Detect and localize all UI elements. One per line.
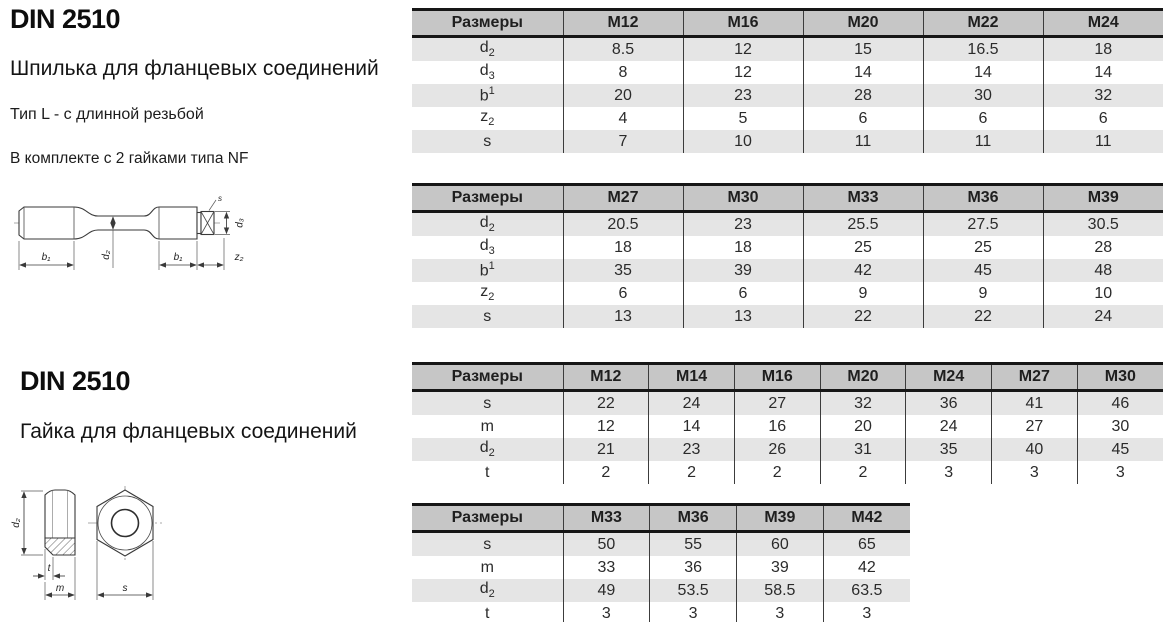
table-row <box>412 212 1163 237</box>
cell-value: 8.5 <box>563 37 683 62</box>
cell-value: 22 <box>923 305 1043 328</box>
cell-value: 9 <box>923 282 1043 305</box>
col-header-m42: M42 <box>823 505 910 532</box>
cell-value: 55 <box>650 532 737 557</box>
cell-value: 3 <box>563 602 650 622</box>
col-header-m12: M12 <box>563 364 649 391</box>
nut-m-label: m <box>55 583 65 594</box>
cell-value: 25 <box>923 236 1043 259</box>
cell-value: 18 <box>1043 37 1163 62</box>
stud-d2-label: d₂ <box>101 250 112 260</box>
cell-value: 40 <box>992 438 1078 461</box>
cell-value: 63.5 <box>823 579 910 602</box>
col-header-m30: M30 <box>683 185 803 212</box>
cell-value: 20.5 <box>563 212 683 237</box>
cell-value: 27 <box>992 415 1078 438</box>
cell-value: 46 <box>1077 391 1163 416</box>
cell-value: 58.5 <box>737 579 824 602</box>
cell-value: 36 <box>906 391 992 416</box>
stud-dimensions-table-2 <box>412 183 1163 328</box>
table-row <box>412 259 1163 282</box>
cell-value: 6 <box>1043 107 1163 130</box>
table-row <box>412 130 1163 153</box>
row-label: s <box>412 391 563 416</box>
col-header-sizes: Размеры <box>412 364 563 391</box>
nut-sizes-m12-m30 <box>412 362 1163 484</box>
table-row <box>412 415 1163 438</box>
table-row <box>412 579 910 602</box>
cell-value: 10 <box>683 130 803 153</box>
nut-dimensions-table-1 <box>412 362 1163 484</box>
cell-value: 50 <box>563 532 650 557</box>
cell-value: 15 <box>803 37 923 62</box>
col-header-m20: M20 <box>803 10 923 37</box>
table-header-row <box>412 505 910 532</box>
cell-value: 32 <box>1043 84 1163 107</box>
cell-value: 33 <box>563 556 650 579</box>
cell-value: 22 <box>803 305 923 328</box>
col-header-sizes: Размеры <box>412 505 563 532</box>
table-header-row <box>412 10 1163 37</box>
stud-technical-drawing <box>12 190 247 286</box>
cell-value: 11 <box>803 130 923 153</box>
cell-value: 30 <box>1077 415 1163 438</box>
cell-value: 3 <box>823 602 910 622</box>
table-row <box>412 84 1163 107</box>
cell-value: 9 <box>803 282 923 305</box>
cell-value: 3 <box>906 461 992 484</box>
row-label: $b^1$ <box>412 84 563 107</box>
cell-value: 45 <box>923 259 1043 282</box>
table-header-row <box>412 364 1163 391</box>
cell-value: 6 <box>683 282 803 305</box>
table-row <box>412 391 1163 416</box>
stud-s-label: s <box>218 194 222 203</box>
cell-value: 10 <box>1043 282 1163 305</box>
cell-value: 14 <box>1043 61 1163 84</box>
cell-value: 12 <box>563 415 649 438</box>
table-row <box>412 61 1163 84</box>
cell-value: 42 <box>823 556 910 579</box>
col-header-m39: M39 <box>737 505 824 532</box>
stud-section-subtitle: Шпилька для фланцевых соединений <box>10 57 379 80</box>
table-row <box>412 236 1163 259</box>
stud-z2-label: z₂ <box>234 252 244 263</box>
stud-sizes-m27-m39 <box>412 183 1163 328</box>
cell-value: 41 <box>992 391 1078 416</box>
col-header-m30: M30 <box>1077 364 1163 391</box>
cell-value: 7 <box>563 130 683 153</box>
cell-value: 18 <box>563 236 683 259</box>
cell-value: 14 <box>649 415 735 438</box>
row-label: t <box>485 463 490 481</box>
cell-value: 11 <box>1043 130 1163 153</box>
cell-value: 23 <box>683 84 803 107</box>
col-header-m27: M27 <box>992 364 1078 391</box>
nut-side-view-body <box>45 490 75 538</box>
nut-bore-circle <box>112 510 139 537</box>
cell-value: 35 <box>563 259 683 282</box>
stud-d3-label: d₃ <box>234 218 246 228</box>
col-header-m24: M24 <box>1043 10 1163 37</box>
cell-value: 53.5 <box>650 579 737 602</box>
cell-value: 28 <box>803 84 923 107</box>
col-header-m14: M14 <box>649 364 735 391</box>
cell-value: 3 <box>650 602 737 622</box>
cell-value: 6 <box>563 282 683 305</box>
cell-value: 20 <box>563 84 683 107</box>
cell-value: 2 <box>734 461 820 484</box>
cell-value: 21 <box>563 438 649 461</box>
row-label: $z_2$ <box>480 283 495 304</box>
nut-section-title: DIN 2510 <box>20 366 131 396</box>
cell-value: 20 <box>820 415 906 438</box>
cell-value: 27 <box>734 391 820 416</box>
cell-value: 14 <box>923 61 1043 84</box>
table-row <box>412 532 910 557</box>
cell-value: 65 <box>823 532 910 557</box>
cell-value: 22 <box>563 391 649 416</box>
row-label: s <box>412 130 563 153</box>
table-row <box>412 461 1163 484</box>
cell-value: 25 <box>803 236 923 259</box>
cell-value: 30.5 <box>1043 212 1163 237</box>
row-label: $b^1$ <box>412 259 563 282</box>
cell-value: 30 <box>923 84 1043 107</box>
col-header-m36: M36 <box>650 505 737 532</box>
cell-value: 5 <box>683 107 803 130</box>
cell-value: 36 <box>650 556 737 579</box>
table-row <box>412 37 1163 62</box>
col-header-m27: M27 <box>563 185 683 212</box>
cell-value: 4 <box>563 107 683 130</box>
nut-t-label: t <box>47 563 51 574</box>
row-label: $d_3$ <box>479 237 495 258</box>
row-label: m <box>480 417 494 435</box>
cell-value: 13 <box>683 305 803 328</box>
cell-value: 2 <box>649 461 735 484</box>
table-row <box>412 602 910 622</box>
nut-technical-drawing <box>8 482 183 622</box>
cell-value: 24 <box>1043 305 1163 328</box>
row-label: $z_2$ <box>480 108 495 129</box>
row-label: s <box>412 305 563 328</box>
col-header-m20: M20 <box>820 364 906 391</box>
nut-dimensions-table-2 <box>412 503 910 622</box>
cell-value: 27.5 <box>923 212 1043 237</box>
cell-value: 23 <box>683 212 803 237</box>
cell-value: 23 <box>649 438 735 461</box>
stud-type-line: Тип L - с длинной резьбой <box>10 106 204 123</box>
col-header-m39: M39 <box>1043 185 1163 212</box>
cell-value: 3 <box>992 461 1078 484</box>
cell-value: 25.5 <box>803 212 923 237</box>
stud-s-leader <box>209 200 216 211</box>
col-header-m36: M36 <box>923 185 1043 212</box>
cell-value: 26 <box>734 438 820 461</box>
row-label: s <box>412 532 563 557</box>
nut-s-label: s <box>122 583 128 594</box>
nut-collar-hatched <box>45 538 75 555</box>
row-label: m <box>480 558 494 576</box>
row-label: $d_2$ <box>412 37 563 62</box>
cell-value: 14 <box>803 61 923 84</box>
col-header-m22: M22 <box>923 10 1043 37</box>
col-header-m24: M24 <box>906 364 992 391</box>
nut-sizes-m33-m42 <box>412 503 910 622</box>
cell-value: 24 <box>649 391 735 416</box>
table-row <box>412 107 1163 130</box>
table-row <box>412 438 1163 461</box>
row-label: t <box>485 604 490 622</box>
cell-value: 3 <box>737 602 824 622</box>
cell-value: 2 <box>563 461 649 484</box>
cell-value: 31 <box>820 438 906 461</box>
cell-value: 49 <box>563 579 650 602</box>
cell-value: 16 <box>734 415 820 438</box>
cell-value: 32 <box>820 391 906 416</box>
stud-body-outline <box>19 207 197 239</box>
cell-value: 48 <box>1043 259 1163 282</box>
cell-value: 24 <box>906 415 992 438</box>
stud-b1-right-label: b₁ <box>173 252 183 263</box>
nut-section-subtitle: Гайка для фланцевых соединений <box>20 420 357 443</box>
col-header-sizes: Размеры <box>412 185 563 212</box>
col-header-m16: M16 <box>734 364 820 391</box>
table-row <box>412 305 1163 328</box>
cell-value: 39 <box>683 259 803 282</box>
cell-value: 12 <box>683 61 803 84</box>
stud-dimensions-table-1 <box>412 8 1163 153</box>
cell-value: 35 <box>906 438 992 461</box>
row-label: $d_2$ <box>412 579 563 602</box>
col-header-m33: M33 <box>563 505 650 532</box>
cell-value: 45 <box>1077 438 1163 461</box>
col-header-m16: M16 <box>683 10 803 37</box>
row-label: $d_2$ <box>412 212 563 237</box>
nut-d2-label: d₂ <box>11 518 22 528</box>
cell-value: 39 <box>737 556 824 579</box>
cell-value: 3 <box>1077 461 1163 484</box>
cell-value: 18 <box>683 236 803 259</box>
cell-value: 13 <box>563 305 683 328</box>
cell-value: 2 <box>820 461 906 484</box>
col-header-m33: M33 <box>803 185 923 212</box>
cell-value: 16.5 <box>923 37 1043 62</box>
stud-kit-line: В комплекте с 2 гайками типа NF <box>10 150 249 167</box>
cell-value: 42 <box>803 259 923 282</box>
row-label: $d_2$ <box>412 438 563 461</box>
row-label: $d_3$ <box>479 62 495 83</box>
table-row <box>412 556 910 579</box>
table-row <box>412 282 1163 305</box>
cell-value: 28 <box>1043 236 1163 259</box>
stud-sizes-m12-m24 <box>412 8 1163 153</box>
cell-value: 6 <box>923 107 1043 130</box>
cell-value: 8 <box>563 61 683 84</box>
col-header-sizes: Размеры <box>412 10 563 37</box>
stud-section-title: DIN 2510 <box>10 4 121 34</box>
cell-value: 6 <box>803 107 923 130</box>
stud-neck <box>197 213 201 234</box>
table-header-row <box>412 185 1163 212</box>
cell-value: 11 <box>923 130 1043 153</box>
col-header-m12: M12 <box>563 10 683 37</box>
cell-value: 60 <box>737 532 824 557</box>
cell-value: 12 <box>683 37 803 62</box>
stud-b1-left-label: b₁ <box>41 252 51 263</box>
